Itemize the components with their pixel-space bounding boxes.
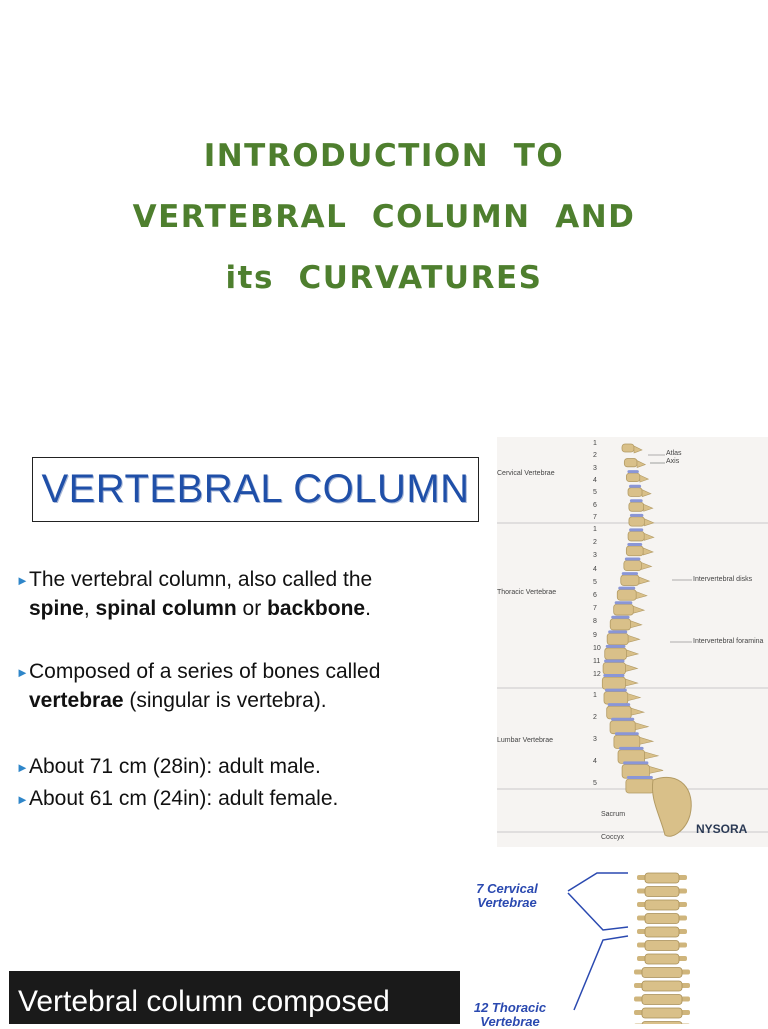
title-line-2: VERTEBRAL COLUMN AND [132,199,636,235]
bullet-arrow-icon: ► [16,760,29,775]
bullet-item: ► About 61 cm (24in): adult female. [16,784,486,813]
intervertebral-disk [629,528,643,531]
label-7-cervical: 7 Cervical Vertebrae [476,881,538,910]
region-label-thoracic: Thoracic Vertebrae [497,589,557,596]
intervertebral-disk [627,470,638,473]
spinous-process [640,737,653,744]
intervertebral-disk [608,630,627,633]
vertebra-number: 3 [593,464,597,472]
annotation-intervertebral-disks: Intervertebral disks [693,576,753,583]
vertebra-body [645,914,679,924]
bullet-arrow-icon: ► [16,792,29,807]
intervertebral-disk [630,514,643,517]
vertebra-number: 4 [593,565,597,573]
vertebra-body [642,1008,682,1018]
title-line-3: its CURVATURES [225,260,543,296]
spinous-process [628,694,640,701]
vertebra-body [602,677,625,689]
vertebra-body [617,590,636,601]
region-label-sacrum: Sacrum [601,811,626,818]
spinous-process [631,621,642,628]
intervertebral-disk [615,732,639,735]
vertebra-body [645,900,679,910]
bullet-arrow-icon: ► [16,665,29,680]
intervertebral-disk [611,718,634,721]
vertebra-body [622,444,634,452]
spinous-process [633,606,644,613]
label-12-thoracic: 12 Thoracic Vertebrae [473,1000,547,1029]
vertebra-number: 1 [593,440,597,447]
spinous-process [636,592,647,599]
spinous-process [626,664,638,671]
spinous-process [637,461,645,468]
vertebra-number: 10 [593,644,601,652]
vertebra-body [645,954,679,964]
bottom-caption: Vertebral column composed [18,985,390,1018]
vertebra-number: 3 [593,736,597,743]
intervertebral-disk [611,616,629,619]
vertebra-number: 12 [593,671,601,679]
spinous-process [642,490,651,497]
vertebra-number: 9 [593,631,597,639]
vertebra-body [607,633,628,644]
vertebra-body [603,662,625,674]
intervertebral-disk [627,776,653,779]
vertebra-body [645,873,679,883]
vertebra-body [614,604,634,615]
intervertebral-disk [615,601,633,604]
vertebra-number: 4 [593,476,597,484]
intervertebral-disk [619,747,644,750]
spinous-process [641,563,651,570]
vertebra-number: 5 [593,780,597,787]
region-label-lumbar: Lumbar Vertebrae [497,737,554,744]
vertebra-number: 4 [593,758,597,765]
intervertebral-disk [603,674,624,677]
intervertebral-disk [630,499,643,502]
spinous-process [645,752,658,759]
spinous-process [628,635,639,642]
annotation-intervertebral-foramina: Intervertebral foramina [693,638,764,645]
region-label-cervical: Cervical Vertebrae [497,470,555,477]
region-label-coccyx: Coccyx [601,834,624,841]
vertebra-number: 1 [593,692,597,699]
vertebra-number: 5 [593,489,597,497]
vertebra-body [626,473,639,482]
vertebra-body [626,779,654,793]
vertebra-body [645,887,679,897]
vertebra-body [628,488,642,497]
intervertebral-disk [625,558,641,561]
vertebra-number: 7 [593,513,597,521]
spinous-process [635,723,648,730]
spinous-process [626,650,638,657]
spinous-process [631,708,644,715]
vertebra-number: 6 [593,592,597,599]
spinous-process [644,533,654,540]
intervertebral-disk [622,572,638,575]
spinous-process [644,519,653,526]
vertebra-body [624,459,637,467]
vertebra-body [645,927,679,937]
spinous-process [625,679,637,686]
vertebra-number: 2 [593,452,597,460]
vertebra-number: 6 [593,501,597,509]
vertebra-body [621,575,639,585]
vertebra-number: 2 [593,539,597,547]
vertebra-number: 2 [593,714,597,721]
vertebra-number: 11 [593,658,601,665]
intervertebral-disk [605,689,627,692]
vertebra-body [642,968,682,978]
bullet-item: ► Composed of a series of bones called vertebrae (singular is vertebra). [16,660,381,712]
vertebra-body [607,706,632,719]
bullet-arrow-icon: ► [16,573,29,588]
vertebra-number: 5 [593,578,597,586]
vertebra-body [618,750,645,763]
vertebra-body [610,619,630,630]
spinous-process [644,504,653,511]
intervertebral-disk [606,645,626,648]
vertebra-body [614,735,640,748]
bullet-item: ► The vertebral column, also called the spine, spinal column or backbone. [16,568,373,620]
spinous-process [649,766,663,773]
vertebra-body [626,546,643,556]
spinous-process [634,446,642,453]
bullet-item: ► About 71 cm (28in): adult male. [16,752,486,781]
vertebra-body [624,561,642,571]
vertebra-body [642,995,682,1005]
vertebra-body [610,721,635,734]
vertebra-body [628,531,644,541]
vertebra-body [642,981,682,991]
title-line-1: INTRODUCTION TO [203,138,565,174]
vertebra-number: 7 [593,605,597,613]
intervertebral-disk [627,543,642,546]
spinous-process [639,577,649,584]
intervertebral-disk [629,485,641,488]
vertebra-body [645,941,679,951]
slide-heading: VERTEBRAL COLUMN [41,467,470,511]
spinous-process [643,548,653,555]
spinous-process [640,475,649,482]
nysora-logo: NYSORA [696,822,748,836]
vertebra-body [629,502,644,511]
intervertebral-disk [604,659,624,662]
vertebra-body [629,517,644,526]
intervertebral-disk [608,703,631,706]
intervertebral-disk [618,587,635,590]
vertebra-number: 3 [593,552,597,560]
vertebra-body [605,648,627,660]
intervertebral-disk [623,761,648,764]
vertebra-number: 8 [593,618,597,626]
annotation-atlas: Atlas [666,450,682,457]
bottom-caption-bar [9,971,460,1024]
annotation-axis: Axis [666,458,680,465]
vertebra-number: 1 [593,526,597,533]
vertebra-body [604,692,628,704]
